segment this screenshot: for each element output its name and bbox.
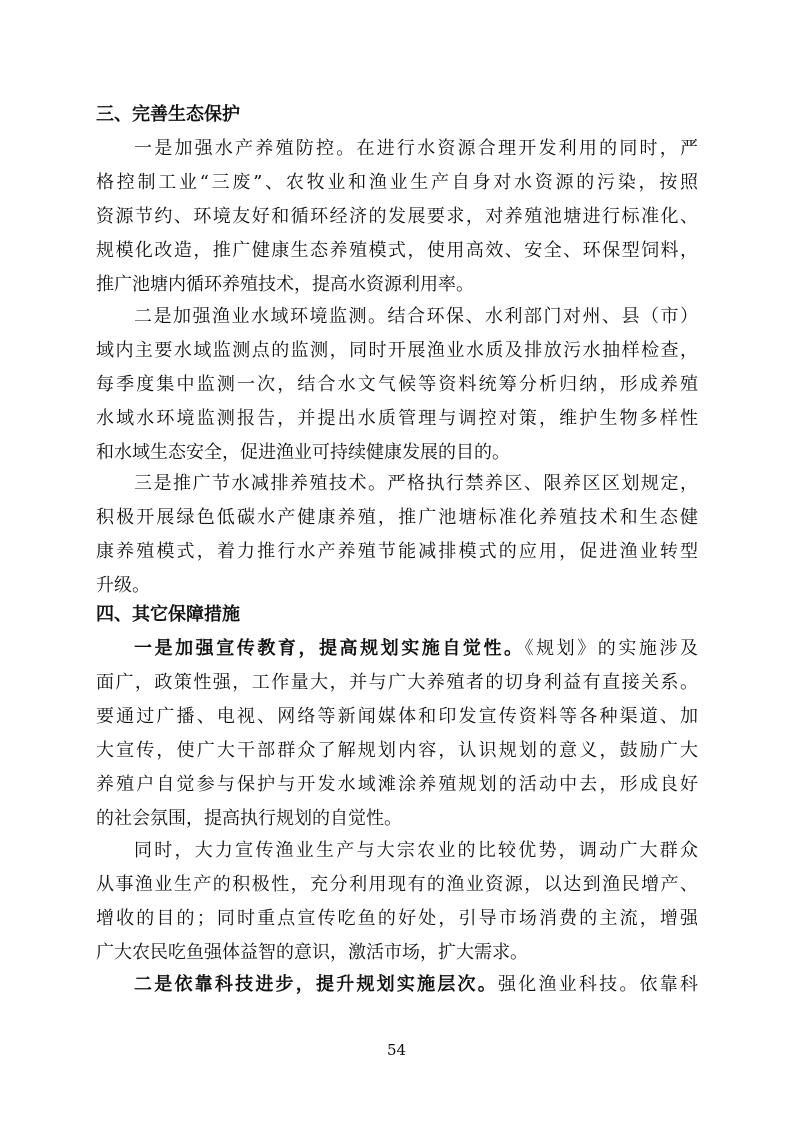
section-heading-4: 四、其它保障措施 [96,604,240,625]
page-number: 54 [386,1041,407,1059]
paragraph-line [96,968,698,1002]
paragraph-line: 推广池塘内循环养殖技术，提高水资源利用率。 [96,274,474,295]
paragraph-line: 和水域生态安全，促进渔业可持续健康发展的目的。 [96,442,510,463]
paragraph-line: 规模化改造，推广健康生态养殖模式，使用高效、安全、环保型饲料， [96,240,698,261]
paragraph-line-rest: 强化渔业科技。依靠科 [498,974,698,995]
section-heading-3: 三、完善生态保护 [96,104,240,125]
paragraph-water-saving [96,467,698,603]
paragraph-line: 三是推广节水减排养殖技术。严格执行禁养区、限养区区划规定， [134,473,698,494]
bold-lead-text: 二是依靠科技进步，提升规划实施层次。 [134,974,498,995]
paragraph-line: 一是加强水产养殖防控。在进行水资源合理开发利用的同时，严 [134,138,698,159]
paragraph-publicity [96,632,698,836]
paragraph-fishery-promotion [96,834,698,970]
paragraph-line-rest: 《规划》的实施涉及 [524,638,699,659]
paragraph-line: 广大农民吃鱼强体益智的意识，激活市场，扩大需求。 [96,942,528,963]
paragraph-technology [96,968,698,1002]
paragraph-line: 养殖户自觉参与保护与开发水域滩涂养殖规划的活动中去，形成良好 [96,774,698,795]
paragraph-line: 增收的目的；同时重点宣传吃鱼的好处，引导市场消费的主流，增强 [96,908,698,929]
paragraph-line: 每季度集中监测一次，结合水文气候等资料统筹分析归纳，形成养殖 [96,374,698,395]
bold-lead-text: 一是加强宣传教育，提高规划实施自觉性。 [134,638,525,659]
paragraph-water-monitoring [96,300,698,470]
paragraph-line: 升级。 [96,575,150,596]
paragraph-line: 水域水环境监测报告，并提出水质管理与调控对策，维护生物多样性 [96,408,698,429]
paragraph-line: 面广，政策性强，工作量大，并与广大养殖者的切身利益有直接关系。 [96,672,698,693]
paragraph-line: 二是加强渔业水域环境监测。结合环保、水利部门对州、县（市） [134,306,698,327]
paragraph-line: 域内主要水域监测点的监测，同时开展渔业水质及排放污水抽样检查， [96,340,698,361]
paragraph-line: 要通过广播、电视、网络等新闻媒体和印发宣传资料等各种渠道、加 [96,706,698,727]
paragraph-line: 从事渔业生产的积极性，充分利用现有的渔业资源，以达到渔民增产、 [96,874,698,895]
paragraph-line: 积极开展绿色低碳水产健康养殖，推广池塘标准化养殖技术和生态健 [96,507,698,528]
paragraph-line: 大宣传，使广大干部群众了解规划内容，认识规划的意义，鼓励广大 [96,740,698,761]
paragraph-line: 的社会氛围，提高执行规划的自觉性。 [96,808,402,829]
paragraph-line: 同时，大力宣传渔业生产与大宗农业的比较优势，调动广大群众 [134,840,698,861]
paragraph-aquaculture-prevention [96,132,698,302]
paragraph-line: 格控制工业“三废”、农牧业和渔业生产自身对水资源的污染，按照 [96,172,698,193]
paragraph-line [96,632,698,666]
paragraph-line: 资源节约、环境友好和循环经济的发展要求，对养殖池塘进行标准化、 [96,206,698,227]
paragraph-line: 康养殖模式，着力推行水产养殖节能减排模式的应用，促进渔业转型 [96,541,698,562]
